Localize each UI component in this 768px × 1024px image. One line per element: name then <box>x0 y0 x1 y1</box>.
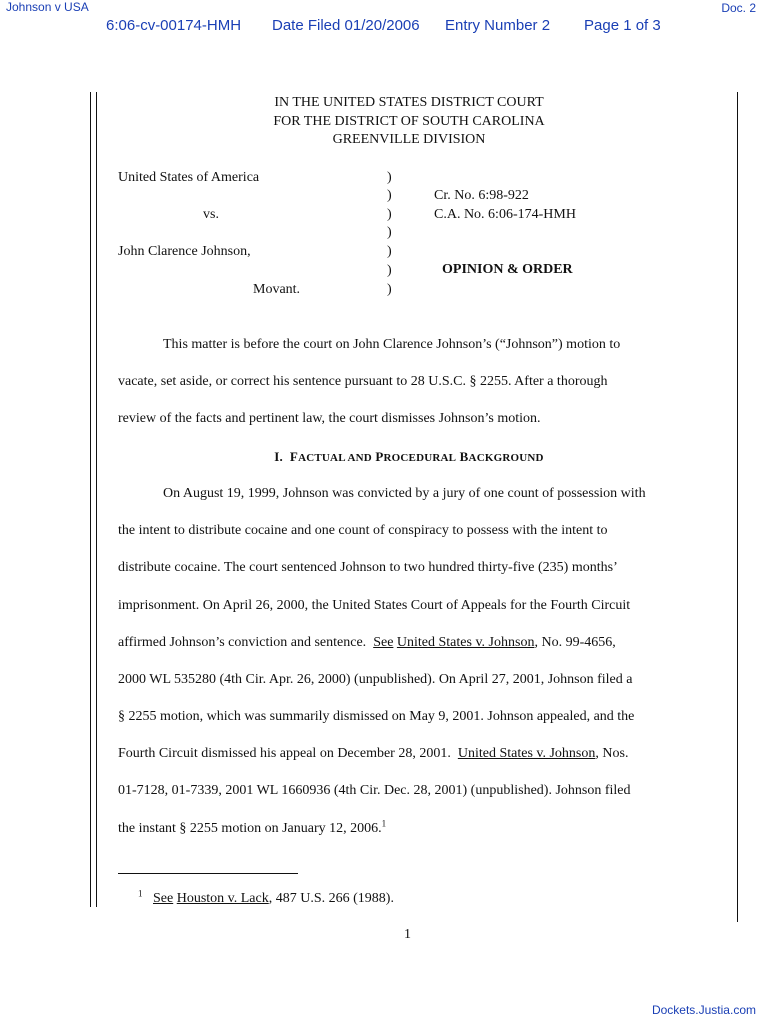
body-text-line: On August 19, 1999, Johnson was convicted by a jury of one count of possession with <box>163 486 646 501</box>
body-text-line: This matter is before the court on John Clarence Johnson’s (“Johnson”) motion to <box>163 337 621 352</box>
left-margin-rule-inner <box>96 92 97 907</box>
case-title-link[interactable]: Johnson v USA <box>6 0 89 14</box>
filing-case-number: 6:06-cv-00174-HMH <box>106 17 242 34</box>
caption-role: Movant. <box>253 282 301 297</box>
civil-action-number: C.A. No. 6:06-174-HMH <box>434 207 576 222</box>
footnote-reference[interactable]: 1 <box>381 818 387 829</box>
body-text-line <box>118 818 387 837</box>
right-margin-rule <box>737 92 738 922</box>
case-citation: Houston v. Lack <box>176 891 269 906</box>
footnote <box>138 888 394 907</box>
body-text-line <box>118 635 616 651</box>
caption-versus: vs. <box>203 207 219 222</box>
caption-paren: ) <box>387 207 392 222</box>
text-span: , 487 U.S. 266 (1988). <box>268 891 394 906</box>
text-span: Fourth Circuit dismissed his appeal on December 28, 2001. <box>118 746 458 761</box>
case-citation: United States v. Johnson <box>396 635 535 650</box>
text-span: , Nos. <box>595 746 629 761</box>
text-span: affirmed Johnson’s conviction and sentence. <box>118 635 374 650</box>
caption-plaintiff: United States of America <box>118 170 260 185</box>
heading-initial: P <box>375 449 384 464</box>
justia-footer-link[interactable]: Dockets.Justia.com <box>651 1003 756 1017</box>
body-text-line: review of the facts and pertinent law, the court dismisses Johnson’s motion. <box>118 411 541 426</box>
footnote-marker: 1 <box>138 888 143 899</box>
body-text-line: the intent to distribute cocaine and one count of conspiracy to possess with the intent to <box>118 523 608 538</box>
heading-smallcaps: ACTUAL AND <box>298 452 372 464</box>
caption-paren: ) <box>387 263 392 278</box>
signal-see: See <box>373 635 394 650</box>
criminal-case-number: Cr. No. 6:98-922 <box>434 188 529 203</box>
text-span: , No. 99-4656, <box>534 635 616 650</box>
heading-initial: F <box>289 449 299 464</box>
footnote-separator <box>118 873 298 874</box>
body-text-line: 2000 WL 535280 (4th Cir. Apr. 26, 2000) (unpublished). On April 27, 2001, Johnson filed a <box>118 672 633 687</box>
section-numeral: I. <box>274 449 284 464</box>
caption-paren: ) <box>387 170 392 185</box>
filing-date: Date Filed 01/20/2006 <box>272 17 420 34</box>
caption-paren: ) <box>387 282 392 297</box>
caption-paren: ) <box>387 188 392 203</box>
signal-see: See <box>153 891 174 906</box>
page-number: 1 <box>404 927 411 942</box>
document-number-link[interactable]: Doc. 2 <box>721 1 756 15</box>
case-citation: United States v. Johnson <box>457 746 596 761</box>
court-district: FOR THE DISTRICT OF SOUTH CAROLINA <box>273 114 545 129</box>
caption-paren: ) <box>387 225 392 240</box>
heading-initial: B <box>459 449 469 464</box>
section-heading <box>0 449 768 465</box>
body-text-line: vacate, set aside, or correct his sentence pursuant to 28 U.S.C. § 2255. After a thorough <box>118 374 608 389</box>
filing-page-indicator: Page 1 of 3 <box>584 17 661 34</box>
text-span: the instant § 2255 motion on January 12, 2006. <box>118 821 382 836</box>
body-text-line <box>118 746 628 762</box>
document-type-title: OPINION & ORDER <box>442 262 573 277</box>
heading-smallcaps: ACKGROUND <box>468 452 544 464</box>
filing-entry-number: Entry Number 2 <box>445 17 551 34</box>
caption-defendant: John Clarence Johnson, <box>118 244 251 259</box>
heading-smallcaps: ROCEDURAL <box>383 452 457 464</box>
body-text-line: imprisonment. On April 26, 2000, the United States Court of Appeals for the Fourth Circuit <box>118 598 631 613</box>
body-text-line: distribute cocaine. The court sentenced Johnson to two hundred thirty-five (235) months’ <box>118 560 618 575</box>
court-name: IN THE UNITED STATES DISTRICT COURT <box>274 95 544 110</box>
left-margin-rule <box>90 92 91 907</box>
body-text-line: 01-7128, 01-7339, 2001 WL 1660936 (4th Cir. Dec. 28, 2001) (unpublished). Johnson filed <box>118 783 631 798</box>
body-text-line: § 2255 motion, which was summarily dismissed on May 9, 2001. Johnson appealed, and the <box>118 709 635 724</box>
caption-paren: ) <box>387 244 392 259</box>
court-division: GREENVILLE DIVISION <box>332 132 486 147</box>
